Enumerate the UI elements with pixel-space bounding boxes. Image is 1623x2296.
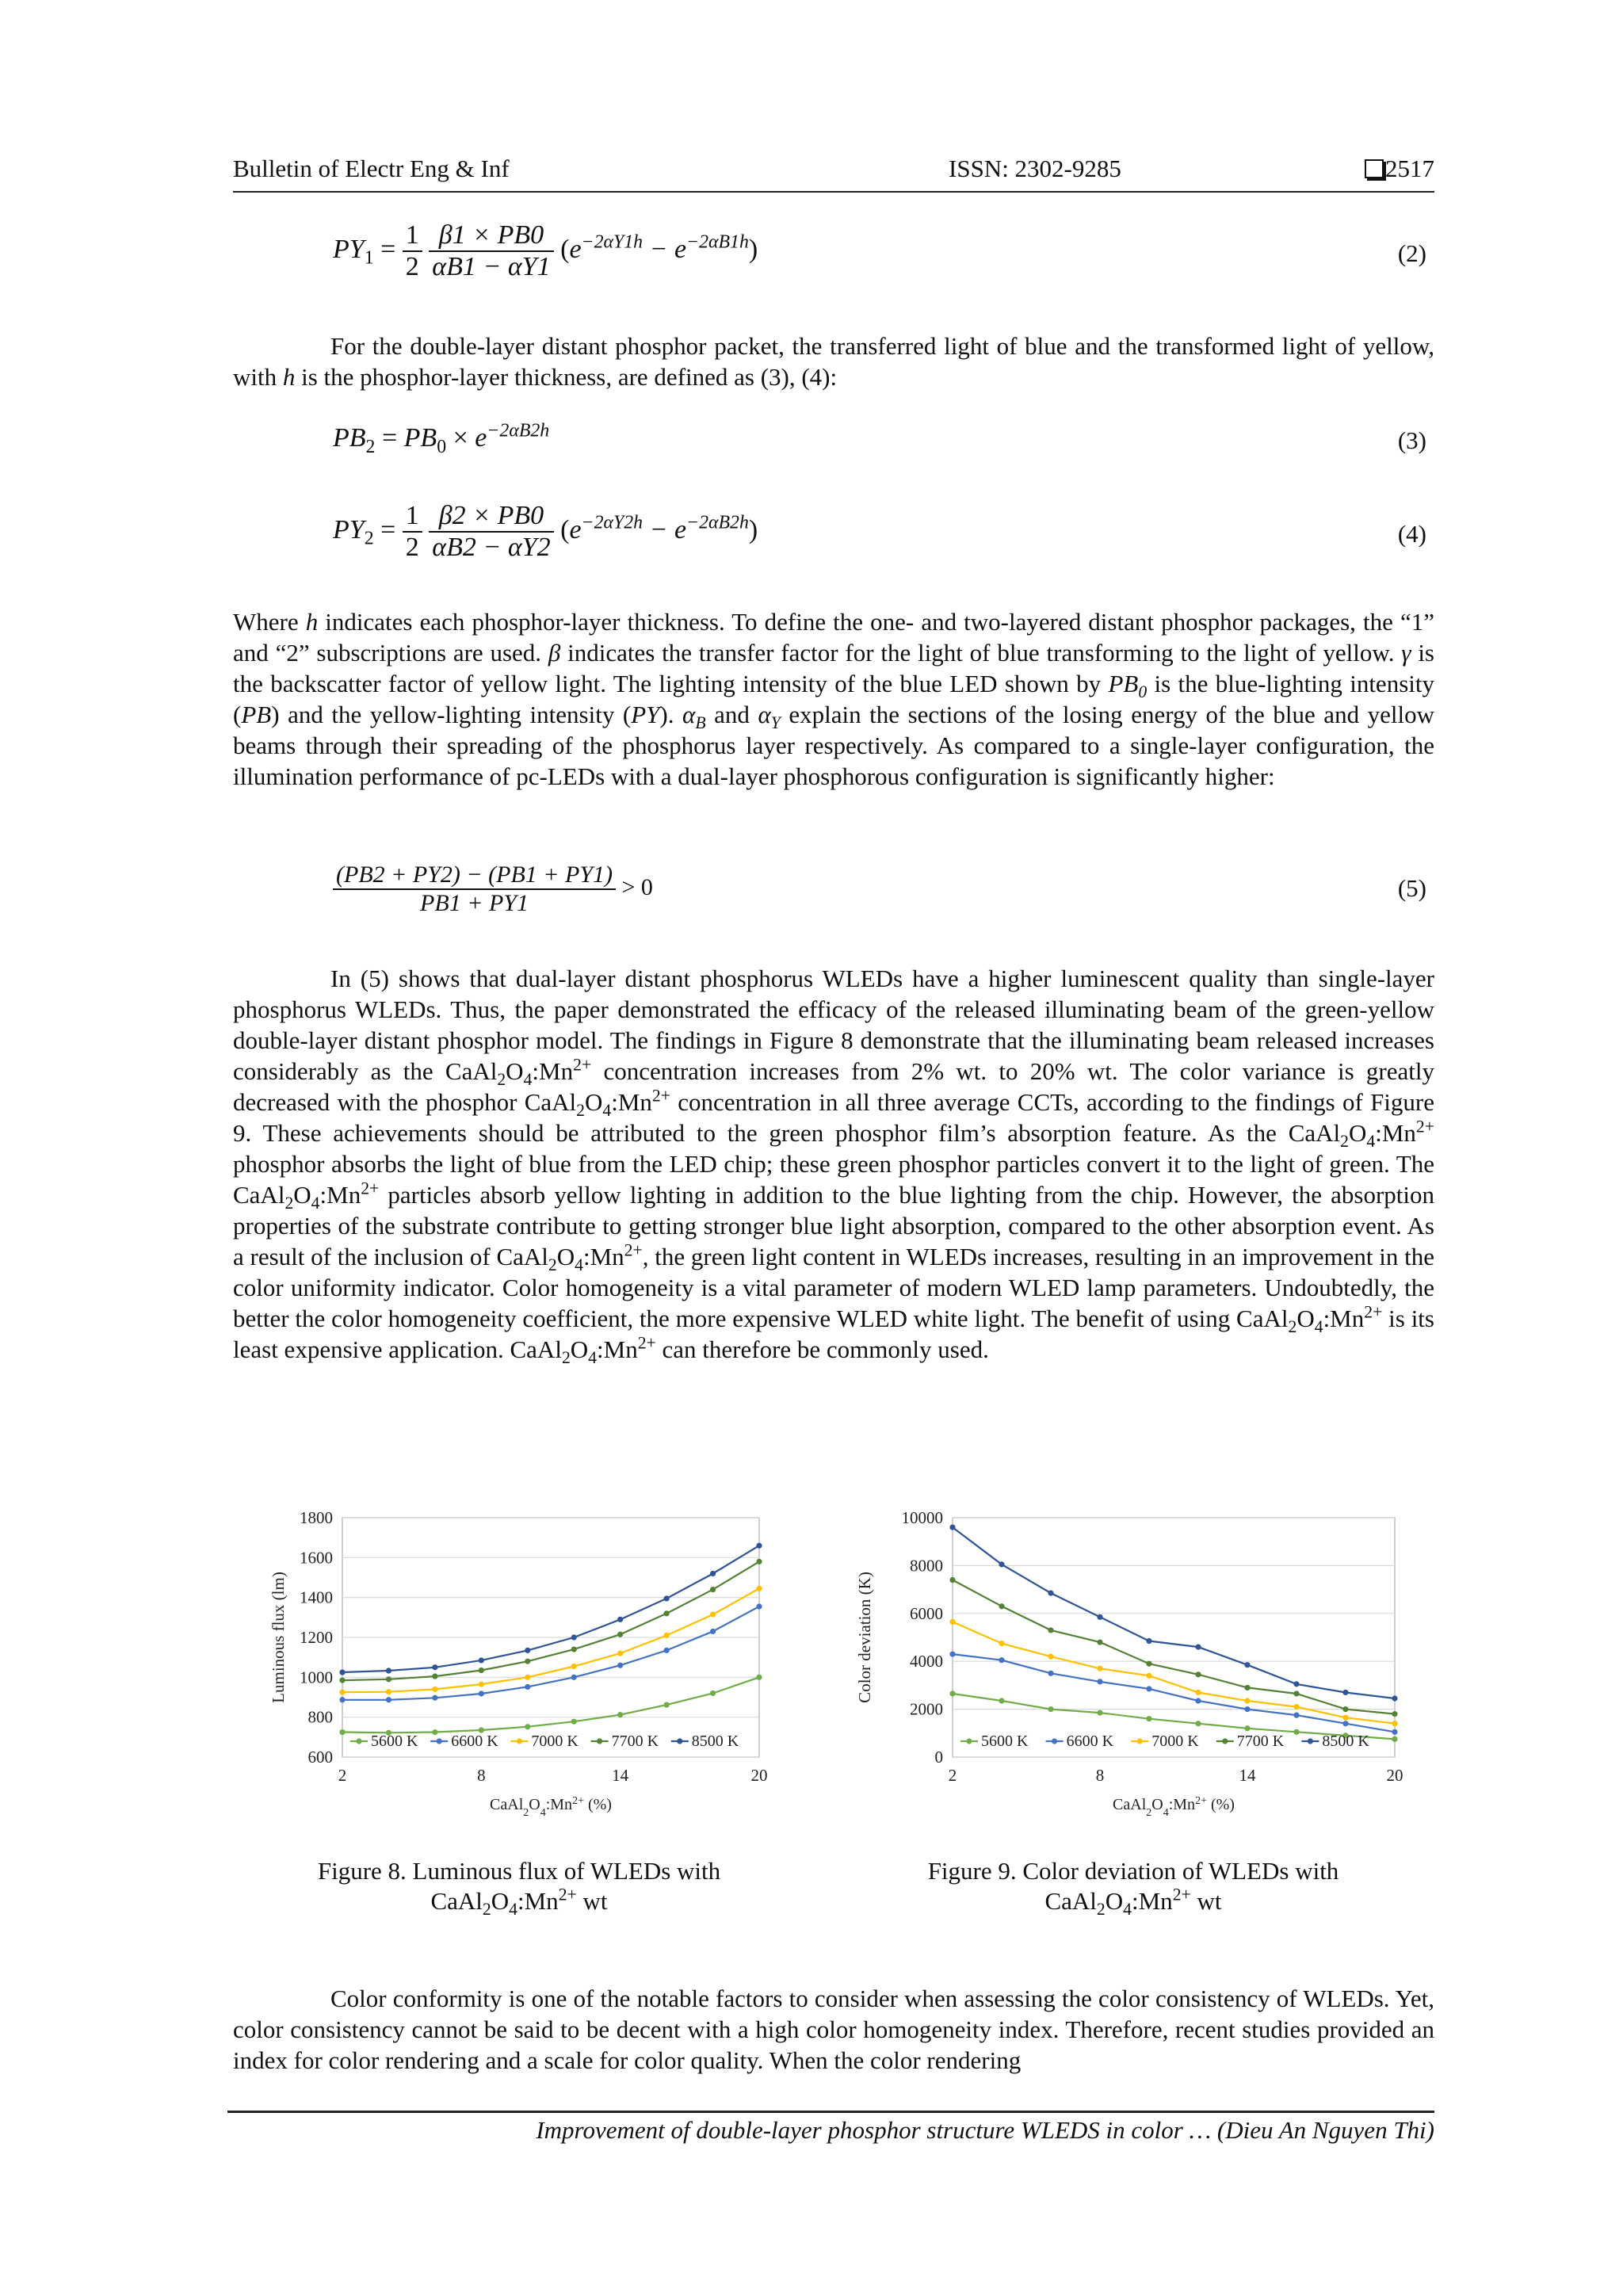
data-point — [756, 1543, 762, 1549]
fig8-series — [339, 1543, 762, 1736]
data-point — [1293, 1713, 1299, 1718]
journal-name: Bulletin of Electr Eng & Inf — [233, 155, 510, 182]
data-point — [1293, 1690, 1299, 1696]
compound-formula: $CaAl_2O_4:Mn^{2+}$ — [1044, 1885, 1191, 1920]
data-point — [386, 1689, 391, 1694]
paragraph-2: Where h indicates each phosphor-layer thickness. To define the one- and two-layered distant phosphor packages, the “1” and “2” subscriptions are used. β indicates the transfer factor for the light of blue transforming to the light of yellow. γ is the backscatter factor of yellow light. The lighting intensity of the blue LED shown by $PB_0$ is the blue-lighting intensity (PB) and the yellow-lighting intensity (PY). $\alpha_B$ and $\alpha_Y$ explain the sections of the losing energy of the blue and yellow beams through their spreading of the phosphorus layer respectively. As compared to a single-layer configuration, the illumination performance of pc-LEDs with a dual-layer phosphorous configuration is significantly higher: — [233, 608, 1434, 790]
legend-label: 7700 K — [1236, 1733, 1285, 1750]
data-point — [1048, 1671, 1053, 1676]
y-tick-label: 8000 — [910, 1556, 943, 1576]
data-point — [1195, 1690, 1201, 1695]
data-point — [1244, 1725, 1250, 1731]
data-point — [571, 1647, 577, 1652]
data-point — [664, 1702, 670, 1707]
data-point — [1244, 1698, 1250, 1703]
data-point — [1342, 1690, 1348, 1695]
y-axis-label: Luminous flux (lm) — [269, 1572, 288, 1703]
data-point — [1392, 1695, 1397, 1701]
x-tick-label: 8 — [477, 1766, 486, 1785]
data-point — [1293, 1681, 1299, 1687]
data-point — [664, 1633, 670, 1638]
figure-8-caption: Figure 8. Luminous flux of WLEDs with $CaAl_2O_4:Mn^{2+}$ wt — [317, 1857, 721, 1920]
data-point — [999, 1561, 1004, 1567]
data-point — [339, 1697, 345, 1702]
data-point — [1195, 1698, 1201, 1703]
eq3-body: $PB_2 = PB_0 \times e^{-2\alpha B2h}$ — [333, 420, 550, 457]
legend-marker — [517, 1738, 522, 1744]
data-point — [432, 1673, 437, 1679]
y-tick-label: 2000 — [910, 1699, 943, 1719]
data-point — [949, 1577, 955, 1583]
y-tick-label: 1400 — [300, 1587, 333, 1607]
data-point — [1244, 1685, 1250, 1690]
eq2-number: (2) — [1397, 239, 1426, 267]
data-point — [479, 1668, 484, 1673]
eq4-number: (4) — [1397, 520, 1426, 548]
y-tick-label: 800 — [307, 1707, 333, 1727]
data-point — [949, 1524, 955, 1530]
data-point — [1244, 1662, 1250, 1668]
y-tick-label: 1000 — [300, 1668, 333, 1687]
compound-formula: $CaAl_2O_4:Mn^{2+}$ — [496, 1240, 643, 1275]
compound-formula: $CaAl_2O_4:Mn^{2+}$ — [510, 1333, 656, 1368]
data-point — [756, 1559, 762, 1564]
y-axis-label: Color deviation (K) — [855, 1572, 874, 1703]
data-point — [386, 1697, 391, 1702]
data-point — [339, 1729, 345, 1735]
data-point — [1392, 1736, 1397, 1742]
legend-label: 7000 K — [531, 1733, 579, 1750]
eq2-body: $PY_1$ = $\frac{1}{2}$ $\frac{\beta 1 \times PB0}{\alpha B1 - \alpha Y1}$ $(e^{-2\alpha Y1h} - e^{-2\alpha B1h})$ — [333, 220, 758, 281]
series-line-6600k — [953, 1654, 1395, 1732]
series-line-8500k — [342, 1545, 759, 1672]
data-point — [1392, 1711, 1397, 1717]
series-line-8500k — [953, 1527, 1395, 1698]
fig9-axes — [855, 1508, 1403, 1819]
data-point — [1195, 1671, 1201, 1677]
running-footer: Improvement of double-layer phosphor structure WLEDS in color … (Dieu An Nguyen Thi) — [536, 2116, 1434, 2144]
data-point — [1048, 1654, 1053, 1660]
eq5-body: $\frac{(PB2 + PY2) - (PB1 + PY1)}{PB1 + PY1}$ > 0 — [333, 861, 653, 917]
legend-marker — [1308, 1738, 1313, 1744]
data-point — [1146, 1716, 1151, 1721]
compound-formula: $CaAl_2O_4:Mn^{2+}$ — [430, 1885, 577, 1920]
data-point — [617, 1617, 623, 1622]
data-point — [432, 1664, 437, 1670]
data-point — [432, 1695, 437, 1701]
legend-label: 7700 K — [611, 1733, 659, 1750]
compound-formula: $CaAl_2O_4:Mn^{2+}$ — [233, 1179, 380, 1213]
y-tick-label: 1800 — [300, 1508, 333, 1527]
data-point — [479, 1657, 484, 1663]
legend-label: 5600 K — [981, 1733, 1029, 1750]
eq5-number: (5) — [1397, 874, 1426, 902]
data-point — [525, 1648, 530, 1653]
data-point — [1097, 1679, 1102, 1684]
data-point — [664, 1610, 670, 1616]
data-point — [710, 1587, 716, 1592]
legend-marker — [597, 1738, 602, 1744]
figure-9-chart — [848, 1502, 1419, 1827]
data-point — [1342, 1706, 1348, 1712]
legend-label: 5600 K — [371, 1733, 418, 1750]
series-line-6600k — [342, 1606, 759, 1700]
data-point — [710, 1629, 716, 1634]
legend-marker — [1137, 1738, 1143, 1744]
x-tick-label: 20 — [750, 1766, 768, 1785]
equation-3 — [333, 418, 1426, 458]
legend-label: 6600 K — [1066, 1733, 1114, 1750]
data-point — [949, 1652, 955, 1657]
page-number-group — [1365, 155, 1434, 183]
x-tick-label: 14 — [1239, 1766, 1256, 1785]
footer-divider — [227, 2111, 1434, 2113]
checkbox-icon — [1365, 159, 1384, 178]
eq4-body: $PY_2$ = $\frac{1}{2}$ $\frac{\beta 2 \times PB0}{\alpha B2 - \alpha Y2}$ $(e^{-2\alpha Y2h} - e^{-2\alpha B2h})$ — [333, 501, 758, 562]
x-axis-label: $CaAl_2O_4:Mn^{2+}$ (%) — [1113, 1794, 1235, 1819]
data-point — [756, 1603, 762, 1609]
data-point — [710, 1611, 716, 1617]
data-point — [710, 1571, 716, 1576]
data-point — [571, 1719, 577, 1725]
data-point — [756, 1586, 762, 1591]
x-axis-label: $CaAl_2O_4:Mn^{2+}$ (%) — [490, 1794, 612, 1819]
data-point — [999, 1657, 1004, 1663]
data-point — [1293, 1704, 1299, 1710]
data-point — [1048, 1627, 1053, 1633]
fig9-legend — [960, 1733, 1369, 1750]
data-point — [525, 1659, 530, 1664]
data-point — [1146, 1661, 1151, 1667]
figure-9-caption: Figure 9. Color deviation of WLEDs with $CaAl_2O_4:Mn^{2+}$ wt — [927, 1857, 1339, 1920]
data-point — [1195, 1644, 1201, 1649]
legend-label: 8500 K — [691, 1733, 739, 1750]
compound-formula: $CaAl_2O_4:Mn^{2+}$ — [1288, 1117, 1434, 1152]
data-point — [339, 1690, 345, 1695]
y-tick-label: 1200 — [300, 1628, 333, 1647]
data-point — [617, 1632, 623, 1637]
x-tick-label: 14 — [612, 1766, 629, 1785]
data-point — [479, 1690, 484, 1696]
compound-formula: $CaAl_2O_4:Mn^{2+}$ — [1236, 1302, 1383, 1337]
data-point — [1146, 1673, 1151, 1679]
data-point — [664, 1648, 670, 1653]
issn: ISSN: 2302-9285 — [949, 155, 1121, 182]
data-point — [949, 1619, 955, 1625]
data-point — [571, 1664, 577, 1669]
data-point — [571, 1634, 577, 1640]
compound-formula: $CaAl_2O_4:Mn^{2+}$ — [524, 1086, 670, 1121]
y-tick-label: 6000 — [910, 1603, 943, 1623]
fig8-legend — [350, 1733, 739, 1750]
x-tick-label: 8 — [1095, 1766, 1105, 1785]
data-point — [999, 1698, 1004, 1703]
data-point — [617, 1712, 623, 1717]
data-point — [525, 1684, 530, 1690]
y-tick-label: 1600 — [300, 1548, 333, 1568]
series-line-5600k — [342, 1677, 759, 1733]
legend-marker — [437, 1738, 442, 1744]
data-point — [1097, 1666, 1102, 1671]
legend-marker — [1222, 1738, 1228, 1744]
y-tick-label: 600 — [307, 1748, 333, 1767]
data-point — [339, 1669, 345, 1675]
data-point — [479, 1682, 484, 1687]
equation-4 — [333, 496, 1426, 572]
legend-label: 6600 K — [451, 1733, 498, 1750]
legend-label: 7000 K — [1151, 1733, 1199, 1750]
figure-8-chart — [262, 1502, 777, 1827]
data-point — [1097, 1639, 1102, 1645]
equation-5 — [333, 860, 1426, 936]
paragraph-3: In (5) shows that dual-layer distant phosphorus WLEDs have a higher luminescent quality than single-layer phosphorus WLEDs. Thus, the paper demonstrated the efficacy of the released illuminating beam of the green-yellow double-layer distant phosphor model. The findings in Figure 8 demonstrate that the illuminating beam released increases considerably as the $CaAl_2O_4:Mn^{2+}$ concentration increases from 2% wt. to 20% wt. The color variance is greatly decreased with the phosphor $CaAl_2O_4:Mn^{2+}$ concentration in all three average CCTs, according to the findings of Figure 9. These achievements should be attributed to the green phosphor film’s absorption feature. As the $CaAl_2O_4:Mn^{2+}$ phosphor absorbs the light of blue from the LED chip; these green phosphor particles convert it to the light of green. The $CaAl_2O_4:Mn^{2+}$ particles absorb yellow lighting in addition to the blue lighting from the chip. However, the absorption properties of the substrate contribute to getting stronger blue light absorption, compared to the other absorption event. As a result of the inclusion of $CaAl_2O_4:Mn^{2+}$, the green light content in WLEDs increases, resulting in an improvement in the color uniformity indicator. Color homogeneity is a vital parameter of modern WLED lamp parameters. Undoubtedly, the better the color homogeneity coefficient, the more expensive WLED white light. The benefit of using $CaAl_2O_4:Mn^{2+}$ is its least expensive application. $CaAl_2O_4:Mn^{2+}$ can therefore be commonly used. — [233, 965, 1435, 1368]
data-point — [1342, 1715, 1348, 1721]
data-point — [617, 1663, 623, 1668]
y-tick-label: 0 — [934, 1748, 943, 1767]
paragraph-4: Color conformity is one of the notable factors to consider when assessing the color consistency of WLEDs. Yet, color consistency cannot be said to be decent with a high color homogeneity index. Therefore, recent studies provided an index for color rendering and a scale for color quality. When the color rendering — [233, 1985, 1434, 2074]
data-point — [525, 1724, 530, 1729]
data-point — [525, 1675, 530, 1680]
series-line-7000k — [953, 1622, 1395, 1723]
data-point — [1146, 1686, 1151, 1691]
data-point — [1048, 1706, 1053, 1712]
series-line-7700k — [953, 1580, 1395, 1714]
data-point — [617, 1651, 623, 1656]
data-point — [1097, 1710, 1102, 1716]
data-point — [999, 1603, 1004, 1609]
data-point — [339, 1678, 345, 1683]
data-point — [664, 1595, 670, 1601]
x-tick-label: 2 — [338, 1766, 347, 1785]
data-point — [1342, 1721, 1348, 1726]
data-point — [999, 1641, 1004, 1646]
data-point — [949, 1690, 955, 1696]
data-point — [571, 1675, 577, 1680]
legend-label: 8500 K — [1322, 1733, 1369, 1750]
paragraph-1: For the double-layer distant phosphor packet, the transferred light of blue and the transformed light of yellow, with h is the phosphor-layer thickness, are defined as (3), (4): — [233, 332, 1434, 391]
running-header — [233, 153, 1434, 193]
eq3-number: (3) — [1397, 426, 1426, 454]
x-tick-label: 20 — [1386, 1766, 1403, 1785]
data-point — [756, 1675, 762, 1680]
page-number: 2517 — [1385, 155, 1434, 182]
y-tick-label: 4000 — [910, 1652, 943, 1671]
data-point — [1392, 1729, 1397, 1735]
compound-formula: $CaAl_2O_4:Mn^{2+}$ — [445, 1055, 592, 1090]
legend-marker — [1052, 1738, 1057, 1744]
data-point — [1048, 1591, 1053, 1596]
data-point — [1293, 1729, 1299, 1735]
data-point — [432, 1729, 437, 1735]
data-point — [1097, 1614, 1102, 1620]
series-line-7000k — [342, 1588, 759, 1692]
data-point — [1195, 1721, 1201, 1726]
equation-2 — [333, 216, 1426, 292]
y-tick-label: 10000 — [901, 1508, 943, 1527]
data-point — [1392, 1721, 1397, 1726]
legend-marker — [677, 1738, 682, 1744]
x-tick-label: 2 — [948, 1766, 957, 1785]
data-point — [1244, 1706, 1250, 1712]
data-point — [1146, 1638, 1151, 1644]
legend-marker — [356, 1738, 361, 1744]
data-point — [386, 1668, 391, 1673]
data-point — [432, 1687, 437, 1692]
legend-marker — [966, 1738, 972, 1744]
data-point — [710, 1690, 716, 1696]
data-point — [386, 1676, 391, 1682]
